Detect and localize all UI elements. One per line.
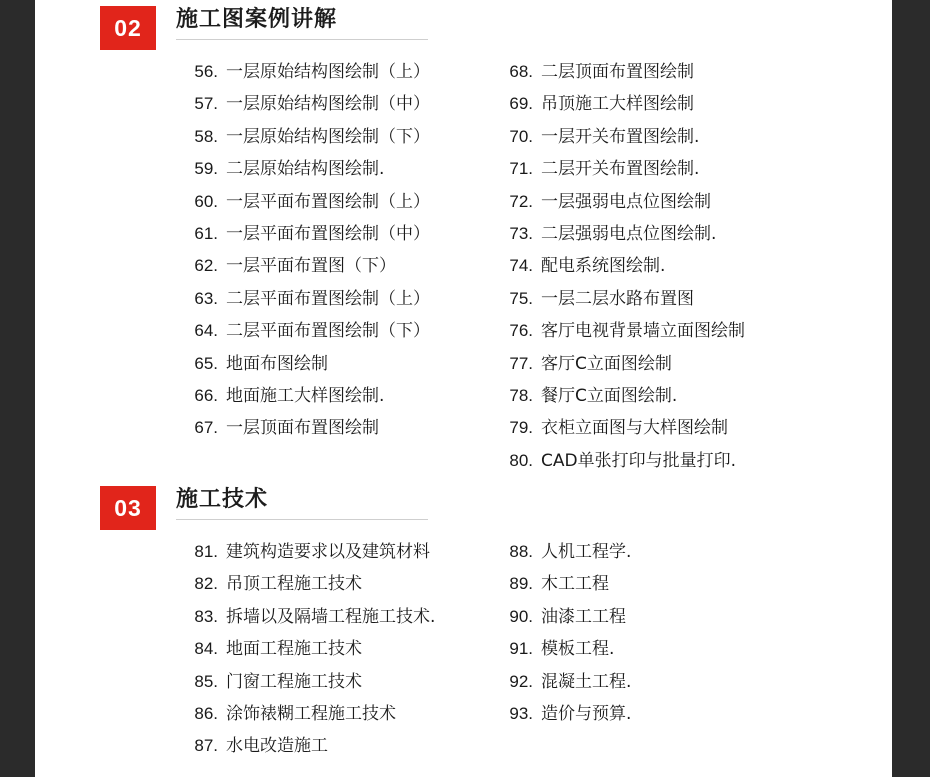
item-text: 吊顶工程施工技术 (226, 574, 362, 595)
item-index: 88. (509, 542, 533, 561)
item-text: 客厅C立面图绘制 (541, 353, 672, 374)
section-02-header (58, 0, 892, 56)
item-text: 一层平面布置图绘制（中） (226, 224, 430, 245)
item-text: 二层顶面布置图绘制 (541, 62, 694, 82)
item-index: 56. (194, 62, 218, 81)
list-item (188, 88, 518, 120)
section-02-right-column (503, 56, 883, 477)
item-index: 81. (194, 542, 218, 561)
list-item (188, 730, 518, 762)
item-text: 二层平面布置图绘制（上） (226, 288, 430, 309)
item-index: 59. (194, 159, 218, 179)
list-item (503, 348, 883, 380)
item-text: 二层强弱电点位图绘制. (541, 224, 717, 245)
list-item (188, 601, 518, 633)
item-index: 89. (509, 574, 533, 594)
list-item (503, 186, 883, 218)
item-text: 地面布图绘制 (226, 353, 328, 374)
item-text: 木工工程 (541, 574, 609, 595)
item-text: 客厅电视背景墙立面图绘制 (541, 321, 745, 342)
item-text: 衣柜立面图与大样图绘制 (541, 418, 728, 439)
section-03-number: 03 (100, 486, 156, 530)
list-item (188, 121, 518, 153)
list-item (188, 250, 518, 282)
item-index: 77. (509, 353, 533, 373)
item-text: 涂饰裱糊工程施工技术 (226, 704, 396, 725)
list-item (503, 601, 883, 633)
list-item (503, 380, 883, 412)
item-text: 一层强弱电点位图绘制 (541, 191, 711, 212)
item-index: 78. (509, 386, 533, 406)
item-text: 餐厅C立面图绘制. (541, 386, 678, 407)
list-item (188, 698, 518, 730)
section-03-right-column (503, 536, 883, 730)
item-index: 91. (509, 639, 533, 659)
section-03-header (58, 480, 892, 536)
item-index: 58. (194, 126, 218, 146)
item-index: 71. (509, 159, 533, 179)
item-index: 67. (194, 418, 218, 438)
item-index: 60. (194, 191, 218, 211)
list-item (188, 412, 518, 444)
list-item (188, 666, 518, 698)
list-item (503, 250, 883, 282)
item-text: 拆墙以及隔墙工程施工技术. (226, 606, 436, 627)
list-item (188, 186, 518, 218)
section-03-columns (58, 536, 892, 777)
item-text: 地面施工大样图绘制. (226, 386, 385, 407)
item-text: 吊顶施工大样图绘制 (541, 94, 694, 115)
item-text: CAD单张打印与批量打印. (541, 450, 736, 471)
item-text: 造价与预算. (541, 704, 632, 725)
list-item (503, 633, 883, 665)
item-index: 72. (509, 191, 533, 211)
item-text: 一层原始结构图绘制（上） (226, 62, 430, 82)
item-text: 一层平面布置图绘制（上） (226, 191, 430, 212)
list-item (188, 283, 518, 315)
item-index: 90. (509, 606, 533, 626)
item-text: 混凝土工程. (541, 671, 632, 692)
list-item (503, 153, 883, 185)
item-index: 84. (194, 639, 218, 659)
section-02-title-wrap (176, 2, 428, 40)
section-03-left-column (188, 536, 518, 763)
item-index: 79. (509, 418, 533, 438)
right-edge-band (892, 0, 930, 777)
item-text: 二层开关布置图绘制. (541, 159, 700, 180)
list-item (503, 666, 883, 698)
item-index: 68. (509, 62, 533, 81)
item-text: 地面工程施工技术 (226, 639, 362, 660)
page-sheet (58, 0, 892, 777)
list-item (503, 568, 883, 600)
item-index: 80. (509, 450, 533, 470)
section-02-title: 施工图案例讲解 (176, 7, 338, 32)
list-item (188, 380, 518, 412)
item-index: 93. (509, 704, 533, 724)
section-03-title-wrap (176, 482, 428, 520)
item-text: 模板工程. (541, 639, 615, 660)
list-item (188, 633, 518, 665)
item-index: 85. (194, 671, 218, 691)
item-index: 64. (194, 321, 218, 341)
section-02-columns (58, 56, 892, 471)
list-item (503, 536, 883, 568)
item-text: 二层原始结构图绘制. (226, 159, 385, 180)
list-item (188, 218, 518, 250)
item-index: 82. (194, 574, 218, 594)
section-02-left-column (188, 56, 518, 445)
item-index: 75. (509, 288, 533, 308)
item-index: 62. (194, 256, 218, 276)
list-item (503, 315, 883, 347)
item-index: 87. (194, 736, 218, 756)
item-index: 83. (194, 606, 218, 626)
list-item (503, 56, 883, 88)
item-index: 66. (194, 386, 218, 406)
item-index: 69. (509, 94, 533, 114)
item-index: 86. (194, 704, 218, 724)
item-text: 一层平面布置图（下） (226, 256, 396, 277)
list-item (188, 568, 518, 600)
item-index: 63. (194, 288, 218, 308)
list-item (188, 348, 518, 380)
item-index: 65. (194, 353, 218, 373)
list-item (188, 153, 518, 185)
list-item (503, 88, 883, 120)
list-item (503, 698, 883, 730)
left-edge-band (0, 0, 35, 777)
item-text: 油漆工工程 (541, 606, 626, 627)
item-index: 61. (194, 224, 218, 244)
item-index: 70. (509, 126, 533, 146)
section-03 (58, 480, 892, 777)
list-item (503, 445, 883, 477)
item-text: 配电系统图绘制. (541, 256, 666, 277)
section-03-title: 施工技术 (176, 487, 269, 512)
item-text: 一层顶面布置图绘制 (226, 418, 379, 439)
item-index: 73. (509, 224, 533, 244)
section-02-number: 02 (100, 6, 156, 50)
item-index: 76. (509, 321, 533, 341)
item-index: 57. (194, 94, 218, 114)
list-item (503, 412, 883, 444)
list-item (188, 536, 518, 568)
item-text: 建筑构造要求以及建筑材料 (226, 542, 430, 562)
item-text: 水电改造施工 (226, 736, 328, 757)
list-item (503, 218, 883, 250)
item-text: 一层开关布置图绘制. (541, 126, 700, 147)
item-index: 74. (509, 256, 533, 276)
item-text: 一层原始结构图绘制（中） (226, 94, 430, 115)
list-item (503, 121, 883, 153)
item-text: 一层原始结构图绘制（下） (226, 126, 430, 147)
list-item (503, 283, 883, 315)
item-text: 人机工程学. (541, 542, 632, 562)
list-item (188, 56, 518, 88)
item-text: 一层二层水路布置图 (541, 288, 694, 309)
item-text: 二层平面布置图绘制（下） (226, 321, 430, 342)
item-text: 门窗工程施工技术 (226, 671, 362, 692)
section-02 (58, 0, 892, 471)
list-item (188, 315, 518, 347)
item-index: 92. (509, 671, 533, 691)
